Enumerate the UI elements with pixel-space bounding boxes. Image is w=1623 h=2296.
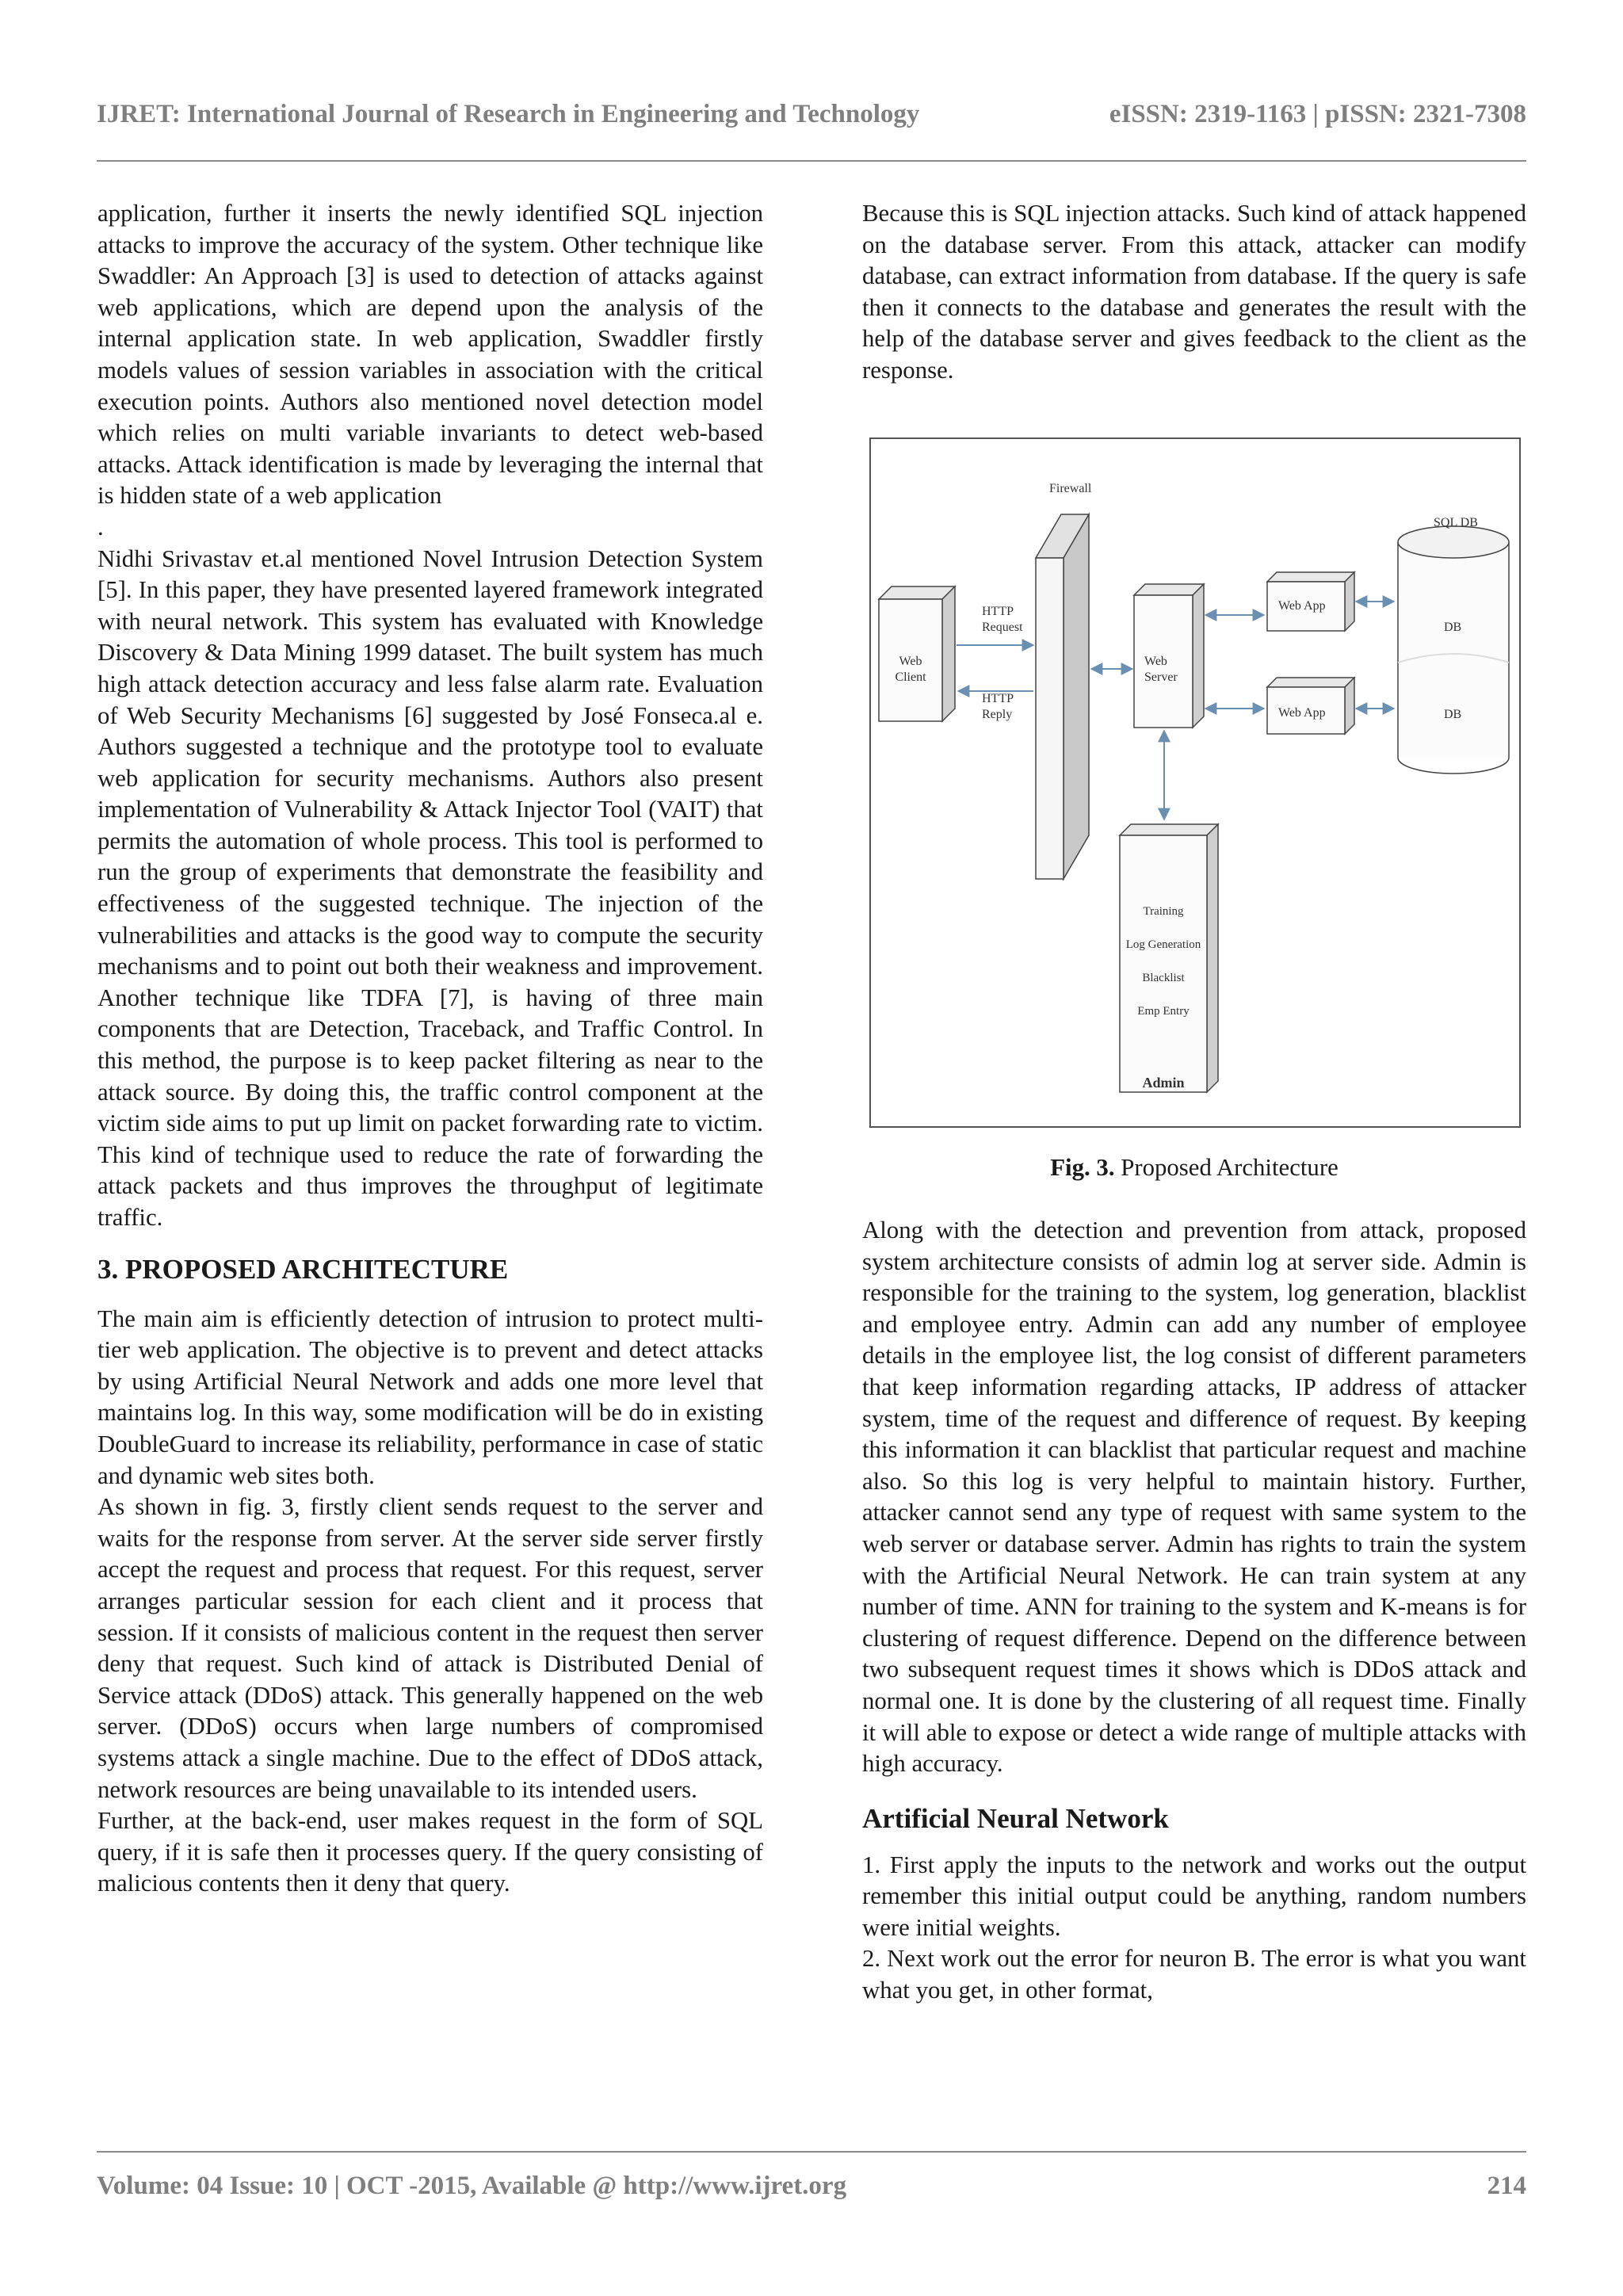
figure-caption xyxy=(862,1152,1526,1183)
admin-item-training: Training xyxy=(1143,905,1184,918)
web-client-label-2: Client xyxy=(895,670,926,684)
right-paragraph-4: 2. Next work out the error for neuron B. The error is what you want what you get, in other format, xyxy=(862,1945,1526,2004)
issn-info: eISSN: 2319-1163 | pISSN: 2321-7308 xyxy=(1109,100,1526,128)
footer-rule xyxy=(97,2151,1526,2153)
journal-title: IJRET: International Journal of Research in Engineering and Technology xyxy=(97,100,920,128)
sql-db-cylinder xyxy=(1398,516,1509,774)
figure-caption-text: Proposed Architecture xyxy=(1114,1154,1338,1181)
stray-period: . xyxy=(97,513,104,541)
admin-label: Admin xyxy=(1142,1075,1185,1091)
volume-info: Volume: 04 Issue: 10 | OCT -2015, Available @ http://www.ijret.org xyxy=(97,2172,847,2200)
right-column-top xyxy=(862,198,1526,387)
running-footer xyxy=(97,2172,1526,2206)
web-app-2-box xyxy=(1267,678,1354,734)
left-column xyxy=(97,198,763,1900)
db-1-label: DB xyxy=(1444,621,1462,634)
architecture-figure xyxy=(869,437,1521,1128)
firewall-box xyxy=(1036,482,1092,879)
http-request-label-1: HTTP xyxy=(982,605,1014,618)
admin-item-emp-entry: Emp Entry xyxy=(1137,1005,1190,1018)
http-request-label-2: Request xyxy=(982,621,1023,634)
page-number: 214 xyxy=(1487,2172,1526,2200)
http-reply-label-2: Reply xyxy=(982,708,1013,721)
web-app-2-label: Web App xyxy=(1278,706,1326,720)
running-header xyxy=(97,100,1526,132)
section-heading-proposed-architecture: 3. PROPOSED ARCHITECTURE xyxy=(97,1253,509,1285)
web-app-1-box xyxy=(1267,572,1354,631)
left-paragraph-3: The main aim is efficiently detection of intrusion to protect multi-tier web application. The objective is to prevent and detect attacks by using Artificial Neural Network and adds one more level that maintains log. In this way, some modification will be do in existing DoubleGuard to increase its reliability, performance in case of static and dynamic web sites both. xyxy=(97,1305,763,1489)
web-server-box xyxy=(1134,584,1204,728)
left-paragraph-1: application, further it inserts the newly identified SQL injection attacks to improve the accuracy of the system. Other technique like Swaddler: An Approach [3] is used to detection of attacks against web applications, which are depend upon the analysis of the internal application state. In web application, Swaddler firstly models values of session variables in association with the critical execution points. Authors also mentioned novel detection model which relies on multi variable invariants to detect web-based attacks. Attack identification is made by leveraging the internal that is hidden state of a web application xyxy=(97,200,763,510)
web-server-label-1: Web xyxy=(1144,655,1167,668)
http-reply-label-1: HTTP xyxy=(982,692,1014,705)
header-rule xyxy=(97,160,1526,162)
sql-db-label: SQL DB xyxy=(1434,516,1478,529)
right-paragraph-3: 1. First apply the inputs to the network and works out the output remember this initial output could be anything, random numbers were initial weights. xyxy=(862,1851,1526,1941)
web-client-label-1: Web xyxy=(899,655,922,668)
right-paragraph-1: Because this is SQL injection attacks. Such kind of attack happened on the database server. From this attack, attacker can modify database, can extract information from database. If the query is safe then it connects to the database and generates the result with the help of the database server and gives feedback to the client as the response. xyxy=(862,200,1526,384)
admin-item-log-generation: Log Generation xyxy=(1125,938,1201,951)
architecture-diagram xyxy=(871,439,1519,1126)
right-column-bottom xyxy=(862,1215,1526,2007)
admin-item-blacklist: Blacklist xyxy=(1142,972,1185,984)
db-2-label: DB xyxy=(1444,708,1462,721)
admin-box xyxy=(1120,824,1218,1092)
left-paragraph-2: Nidhi Srivastav et.al mentioned Novel Intrusion Detection System [5]. In this paper, they have presented layered framework integrated with neural network. This system has evaluated with Knowledge Discovery & Data Mining 1999 dataset. The built system has much high attack detection accuracy and less false alarm rate. Evaluation of Web Security Mechanisms [6] suggested by José Fonseca.al e. Authors suggested a technique and the prototype tool to evaluate web application for security mechanisms. Authors also present implementation of Vulnerability & Attack Injector Tool (VAIT) that permits the automation of whole process. This tool is performed to run the group of experiments that demonstrate the feasibility and effectiveness of the suggested technique. The injection of the vulnerabilities and attacks is the good way to compute the security mechanisms and to point out both their weakness and improvement. Another technique like TDFA [7], is having of three main components that are Detection, Traceback, and Traffic Control. In this method, the purpose is to keep packet filtering as near to the attack source. By doing this, the traffic control component at the victim side aims to put up limit on packet forwarding rate to victim. This kind of technique used to reduce the rate of forwarding the attack packets and thus improves the throughput of legitimate traffic. xyxy=(97,544,763,1231)
web-server-label-2: Server xyxy=(1144,670,1178,684)
section-heading-ann: Artificial Neural Network xyxy=(862,1802,1169,1834)
figure-caption-label: Fig. 3. xyxy=(1050,1154,1115,1181)
web-app-1-label: Web App xyxy=(1278,599,1326,613)
firewall-label: Firewall xyxy=(1049,482,1092,495)
left-paragraph-5: Further, at the back-end, user makes request in the form of SQL query, if it is safe then it processes query. If the query consisting of malicious contents then it deny that query. xyxy=(97,1807,763,1897)
left-paragraph-4: As shown in fig. 3, firstly client sends request to the server and waits for the response from server. At the server side server firstly accept the request and process that request. For this request, server arranges particular session for each client and it process that session. If it consists of malicious content in the request then server deny that request. Such kind of attack is Distributed Denial of Service attack (DDoS) attack. This generally happened on the web server. (DDoS) occurs when large numbers of compromised systems attack a single machine. Due to the effect of DDoS attack, network resources are being unavailable to its intended users. xyxy=(97,1493,763,1803)
right-paragraph-2: Along with the detection and prevention from attack, proposed system architecture consists of admin log at server side. Admin is responsible for the training to the system, log generation, blacklist and employee entry. Admin can add any number of employee details in the employee list, the log consist of different parameters that keep information regarding attacks, IP address of attacker system, time of the request and difference of request. By keeping this information it can blacklist that particular request and machine also. So this log is very helpful to maintain history. Further, attacker cannot send any type of request with same system to the web server or database server. Admin has rights to train the system with the Artificial Neural Network. He can train system at any number of time. ANN for training to the system and K-means is for clustering of request difference. Depend on the difference between two subsequent request times it shows which is DDoS attack and normal one. It is done by the clustering of all request time. Finally it will able to expose or detect a wide range of multiple attacks with high accuracy. xyxy=(862,1217,1526,1778)
web-client-box xyxy=(879,586,955,721)
